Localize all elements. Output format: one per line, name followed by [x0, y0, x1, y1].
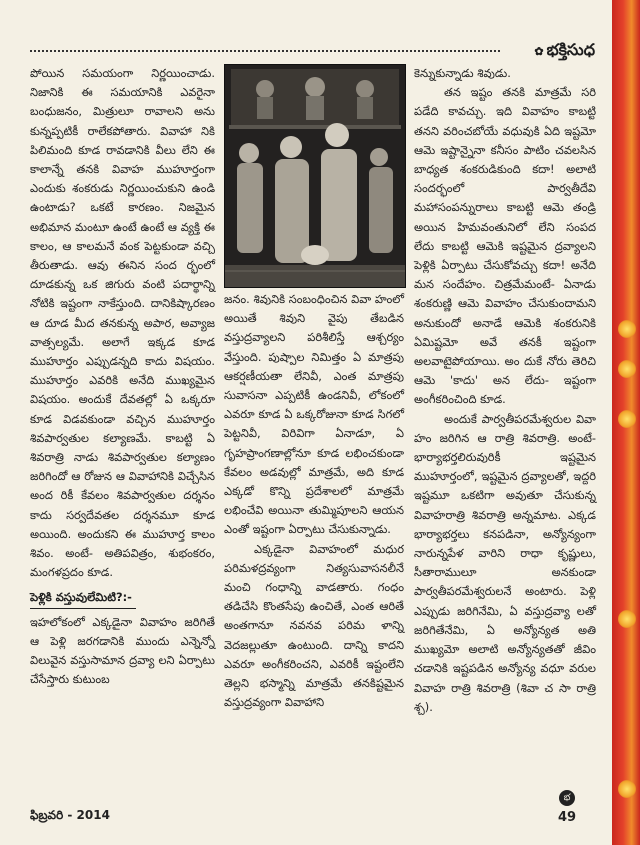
- column-3-paragraph-3: అందుకే పార్వతీపరమేశ్వరుల వివా హం జరిగిన ఆ రాత్రి శివరాత్రి. అంటే- భార్యాభర్తలిరువురికీ ఇష్టమైన ముహూర్తంలో, ఇష్టమైన ద్రవ్యాలతో, ఇద్దరి ఇష్టమూ ఒకటిగా అవుతూ చేసుకున్న వివాహరాత్రి శివరాత్రి అన్నమాట. ఎక్కడ భార్యాభర్తలు కనపడినా, అన్యోన్యంగా నారున్నపేళ వారిని రాధా కృష్ణులు, సీతారాములూ అనకుండా పార్వతీపరమేశ్వరులనే అంటారు. పెళ్లి ఎప్పుడు జరిగినేమి, ఏ వస్తుద్రవ్యా లతో జరిగితేనేమి, ఏ అన్యోన్యత అతి ముఖ్యమో అలాటి అన్యోన్యతతో జీవిం చడానికి ఇష్టపడిన అన్యోన్య వధూ వరుల వివాహ రాత్రి శివరాత్రి (శివా చ సా రాత్రి శ్చ).: [414, 411, 596, 714]
- column-1-paragraph-1: పోయిన సమయంగా నిర్ణయించాడు. నిజానికి ఈ సమయానికి ఎవరైనా బంధుజనం, మిత్రులూ రావాలని అను కున్నప్పటికీ రాలేకపోతారు. వివాహా నికి పిలిమంది కూడ రావడానికి వీలు లేని ఈ కాలాన్నే తనకి వివాహ ముహూర్తంగా ఎందుకు శంకరుడు నిర్ణయించుకుని ఉండి ఉంటాడు? ఒకటే కారణం. నిజమైన అభిమాన మంటూ ఉంటే ఉంటే ఆ వ్యక్తి ఈ కాలం, ఆ కాలమనే వంక పెట్టకుండా వచ్చి తీరుతాడు. ఆవు ఈనిన సంద ర్భంలో దూడకున్న ఒక జిగురు వంటి పదార్థాన్ని నోటికి ఇష్టంగా నాకేస్తుంది. దానికిష్కారణం ఆ దూడ మీద తనకున్న అపార, అవ్యాజ వాత్సల్యమే. అలాగే ఇక్కడ కూడ ముహూర్తం ఎప్పుడన్నది కాదు విషయం. ముహూర్తం ఎవరికి అనేది ముఖ్యమైన విషయం. అందుకే దేవతల్లో ఏ ఒక్కరూ కూడ విడవకుండా వచ్చిన ముహూర్తం శివపార్వతుల కల్యాణమే. కాబట్టి ఏ శివరాత్రి నాడు శివపార్వతుల కల్యాణం జరిగిందో ఆ రోజున ఆ వివాహానికి విచ్చేసిన అంద రికీ కేవలం శివపార్వతుల దర్శనం కాదు సర్వదేవతల దర్శనమూ కూడ అయింది. అందుకని ఈ ముహూర్త కాలం శివం. అంటే- అతిపవిత్రం, శుభంకరం, మంగళప్రదం కూడ.: [30, 66, 215, 580]
- column-3-paragraph-2: తన ఇష్టం తనకి మాత్రమే సరి పడేది కావచ్చు. ఇది వివాహం కాబట్టి తనని వరించబోయే వధువుకి ఏది ఇష్టమో ఆమె ఇష్టాన్నైనా కనీసం పాటిం చవలసిన బాధ్యత శంకరుడికుంది కదా! అలాటి సందర్భంలో పార్వతీదేవి మహాసంపన్నురాలు కాబట్టి ఆమె తండ్రి అయిన హిమవంతునిలో లేని సంపద లేదు కాబట్టి ఆమెకి ఇష్టమైన ద్రవ్యాలని పెళ్లికి ఏర్పాటు చేసుకోవచ్చు కదా! అనేది మన సందేహం. చిత్రమేమంటే- ఏనాడు శంకరుణ్ణి ఆమె వివాహం చేసుకుందామని అనుకుందో అనాడే ఆమెకి శంకరునికి ఏమిష్టమో అవే తనకీ ఇష్టంగా అలవాటైపోయాయి. అం దుకే నోరు తెరిచి ఆమె 'కాదు' అన లేదు- ఇష్టంగా అంగీకరించింది కూడ.: [414, 85, 596, 407]
- column-3-paragraph-1: కెన్నుకున్నాడు శివుడు.: [414, 66, 511, 80]
- column-1-paragraph-2: ఇహలోకంలో ఎక్కడైనా వివాహం జరిగితే ఆ పెళ్లి జరగడానికి ముందు ఎన్నెన్నో విలువైన వస్తుసామాన ద్రవ్యా లని ఏర్పాటు చేసేస్తారు కుటుంబ: [30, 614, 215, 687]
- column-2: [224, 290, 404, 712]
- flower-decoration-icon: [618, 610, 636, 628]
- magazine-emblem-icon: భ: [559, 790, 575, 806]
- magazine-brand: [534, 40, 595, 63]
- column-1: [30, 64, 215, 690]
- wedding-illustration: [224, 64, 406, 288]
- flower-decoration-icon: [618, 780, 636, 798]
- flower-decoration-icon: [618, 320, 636, 338]
- page-header: [30, 40, 595, 62]
- flower-icon: ✿: [534, 45, 544, 58]
- flower-decoration-icon: [618, 360, 636, 378]
- next-page-edge: [612, 0, 640, 845]
- flower-decoration-icon: [618, 410, 636, 428]
- column-2-paragraph-2: ఎక్కడైనా వివాహంలో మధుర పరిమళద్రవ్యంగా నిత్యసువాసనలీనే మంచి గంధాన్ని వాడతారు. గంధం తడిచేసి కొంతసేపు ఉంచితే, ఎంత ఆరితే అంతగానూ నవనవ పరిమ ళాన్ని వెదజల్లుతూ ఉంటుంది. దాన్ని కాదని ఎవరూ అంగీకరించని, ఎవరికీ ఇష్టంలేని తెల్లని భస్మాన్ని మాత్రమే తనకిష్టమైన వస్తుద్రవ్యంగా వివాహాని: [224, 541, 404, 710]
- issue-date: ఫిబ్రవరి - 2014: [30, 808, 110, 822]
- column-2-paragraph-1: జనం. శివునికి సంబంధించిన వివా హంలో అయితే శివుని వైపు తేబడిన వస్తుద్రవ్యాలని పరిశీలిస్తే ఆశ్చర్యం వేస్తుంది. పుష్పాల నిమిత్తం ఏ మాత్రపు ఆకర్షణీయతా లేనివీ, ఎంత మాత్రపు సువాసనా ఎప్పటికీ ఉండనివీ, లోకంలో ఎవరూ కూడ ఏ ఒక్కరోజునా కూడ సిగలో పెట్టనివీ, విరివిగా ఏనాడూ, ఏ గృహప్రాంగణాల్లోనూ కూడ లభించకుండా కేవలం అడవుల్లో మాత్రమే, అది కూడ ఎక్కడో కొన్ని ప్రదేశాలలో మాత్రమే లభించేవి అయినా తుమ్మిపూలని ఆయన ఎంతో ఇష్టంగా ఏర్పాటు చేసుకున్నాడు.: [224, 292, 404, 537]
- section-subheading: పెళ్లికి వస్తువులేమిటి?:-: [30, 588, 136, 608]
- page-number: 49: [557, 810, 577, 825]
- brand-label: భక్తిసుధ: [546, 40, 595, 59]
- column-3: [414, 64, 596, 717]
- page-number-block: [552, 790, 582, 825]
- header-dotted-rule: [30, 50, 500, 52]
